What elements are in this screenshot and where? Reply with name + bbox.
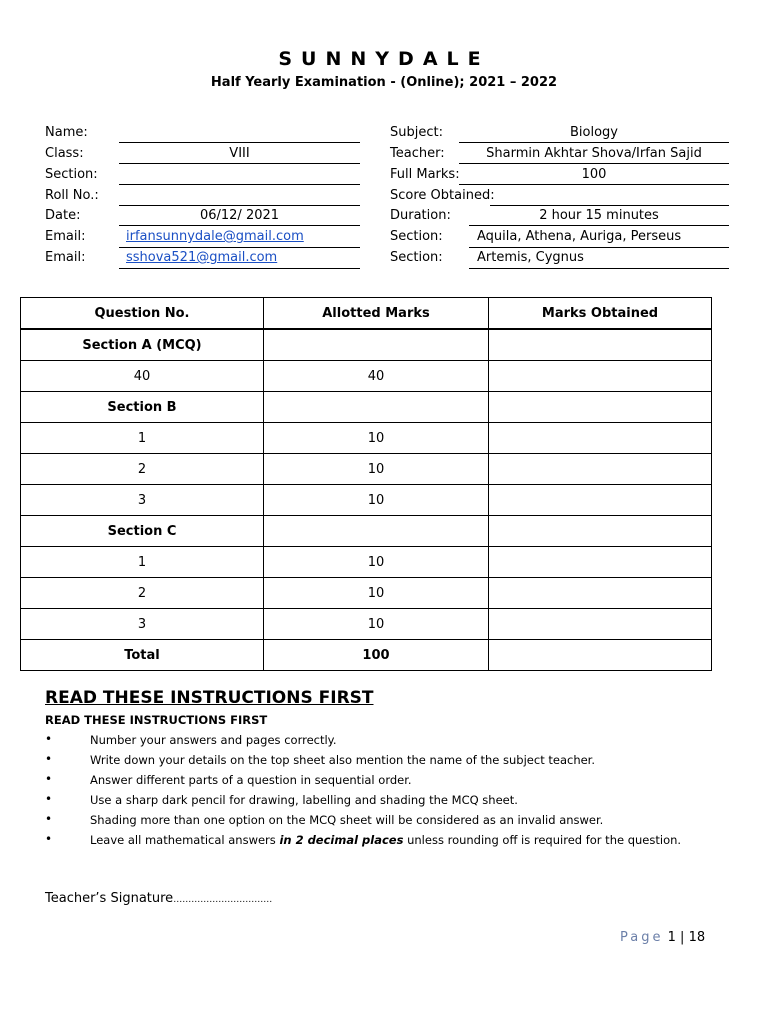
score-label: Score Obtained: <box>390 188 495 203</box>
row-question: 3 <box>21 609 264 640</box>
teacher-label: Teacher: <box>390 146 445 161</box>
school-title: SUNNYDALE <box>278 48 490 70</box>
row-obtained[interactable] <box>489 609 712 640</box>
instruction-item-6-before: Leave all mathematical answers <box>90 833 280 847</box>
date-line <box>119 225 360 226</box>
row-obtained[interactable] <box>489 578 712 609</box>
email-line-2 <box>119 268 360 269</box>
row-obtained[interactable] <box>489 361 712 392</box>
table-row <box>21 516 712 547</box>
total-obtained[interactable] <box>489 640 712 671</box>
row-obtained[interactable] <box>489 392 712 423</box>
section-label-2: Section: <box>390 250 443 265</box>
email-label-1: Email: <box>45 229 86 244</box>
bullet-1: • <box>45 732 53 746</box>
table-row <box>21 454 712 485</box>
section-label-1: Section: <box>390 229 443 244</box>
full-marks-value: 100 <box>581 167 607 182</box>
row-allotted <box>264 516 489 547</box>
roll-line <box>119 205 360 206</box>
instruction-item-2: Write down your details on the top sheet also mention the name of the subject teacher. <box>90 753 596 767</box>
row-question: Section C <box>21 516 264 547</box>
instruction-item-6-after: unless rounding off is required for the question. <box>403 833 682 847</box>
name-label: Name: <box>45 125 88 140</box>
class-line <box>119 163 360 164</box>
page-number <box>620 930 705 945</box>
signature-dots: …………………………… <box>173 895 273 905</box>
section-value-1: Aquila, Athena, Auriga, Perseus <box>477 229 682 244</box>
section-line-2 <box>469 268 729 269</box>
email-link-1[interactable]: irfansunnydale@gmail.com <box>126 229 304 244</box>
header-question-no: Question No. <box>21 298 264 330</box>
row-allotted: 10 <box>264 609 489 640</box>
row-question: 2 <box>21 454 264 485</box>
instructions-subheading: READ THESE INSTRUCTIONS FIRST <box>45 713 268 727</box>
bullet-5: • <box>45 812 53 826</box>
row-obtained[interactable] <box>489 454 712 485</box>
total-allotted: 100 <box>264 640 489 671</box>
email-label-2: Email: <box>45 250 86 265</box>
row-allotted <box>264 329 489 361</box>
row-question: 40 <box>21 361 264 392</box>
table-row <box>21 578 712 609</box>
row-question: 2 <box>21 578 264 609</box>
instruction-item-1: Number your answers and pages correctly. <box>90 733 337 747</box>
name-line <box>119 142 360 143</box>
email-link-2[interactable]: sshova521@gmail.com <box>126 250 278 265</box>
page-separator: | <box>680 930 685 945</box>
row-question: 1 <box>21 423 264 454</box>
page-word: Page <box>620 930 664 945</box>
table-row <box>21 392 712 423</box>
table-row <box>21 547 712 578</box>
table-row <box>21 329 712 361</box>
duration-line <box>469 225 729 226</box>
email-line-1 <box>119 247 360 248</box>
class-value: VIII <box>229 146 250 161</box>
section-line <box>119 184 360 185</box>
table-row-total <box>21 640 712 671</box>
roll-label: Roll No.: <box>45 188 99 203</box>
section-line-1 <box>469 247 729 248</box>
instruction-item-4: Use a sharp dark pencil for drawing, labelling and shading the MCQ sheet. <box>90 793 518 807</box>
row-allotted: 10 <box>264 423 489 454</box>
subject-line <box>459 142 729 143</box>
subject-label: Subject: <box>390 125 443 140</box>
table-row <box>21 485 712 516</box>
marks-table <box>20 297 712 671</box>
teacher-value: Sharmin Akhtar Shova/Irfan Sajid <box>486 146 702 161</box>
table-row <box>21 609 712 640</box>
instruction-item-6-emphasis: in 2 decimal places <box>279 833 404 847</box>
page-total: 18 <box>688 930 706 945</box>
exam-subtitle: Half Yearly Examination - (Online); 2021 – 2022 <box>210 75 558 90</box>
row-allotted <box>264 392 489 423</box>
row-obtained[interactable] <box>489 547 712 578</box>
header-marks-obtained: Marks Obtained <box>489 298 712 330</box>
row-obtained[interactable] <box>489 423 712 454</box>
row-question: 1 <box>21 547 264 578</box>
subject-value: Biology <box>570 125 618 140</box>
full-marks-line <box>459 184 729 185</box>
header-allotted-marks: Allotted Marks <box>264 298 489 330</box>
row-allotted: 40 <box>264 361 489 392</box>
bullet-4: • <box>45 792 53 806</box>
full-marks-label: Full Marks: <box>390 167 460 182</box>
class-label: Class: <box>45 146 84 161</box>
duration-label: Duration: <box>390 208 451 223</box>
date-label: Date: <box>45 208 81 223</box>
teacher-line <box>459 163 729 164</box>
row-obtained[interactable] <box>489 329 712 361</box>
table-row <box>21 423 712 454</box>
instructions-heading: READ THESE INSTRUCTIONS FIRST <box>45 688 374 708</box>
row-obtained[interactable] <box>489 516 712 547</box>
table-header-row <box>21 298 712 330</box>
row-allotted: 10 <box>264 547 489 578</box>
row-obtained[interactable] <box>489 485 712 516</box>
row-allotted: 10 <box>264 578 489 609</box>
section-label: Section: <box>45 167 98 182</box>
date-value: 06/12/ 2021 <box>199 208 280 223</box>
row-allotted: 10 <box>264 454 489 485</box>
duration-value: 2 hour 15 minutes <box>539 208 659 223</box>
score-line <box>490 205 729 206</box>
row-question: Section A (MCQ) <box>21 329 264 361</box>
teacher-signature <box>45 891 272 906</box>
instruction-item-5: Shading more than one option on the MCQ sheet will be considered as an invalid answer. <box>90 813 604 827</box>
table-row <box>21 361 712 392</box>
total-label: Total <box>21 640 264 671</box>
row-question: Section B <box>21 392 264 423</box>
signature-label: Teacher’s Signature <box>45 891 174 906</box>
section-value-2: Artemis, Cygnus <box>477 250 584 265</box>
page-current: 1 <box>667 930 676 945</box>
row-question: 3 <box>21 485 264 516</box>
instruction-item-3: Answer different parts of a question in sequential order. <box>90 773 412 787</box>
bullet-3: • <box>45 772 53 786</box>
instruction-item-6 <box>90 833 681 847</box>
bullet-6: • <box>45 832 53 846</box>
row-allotted: 10 <box>264 485 489 516</box>
bullet-2: • <box>45 752 53 766</box>
